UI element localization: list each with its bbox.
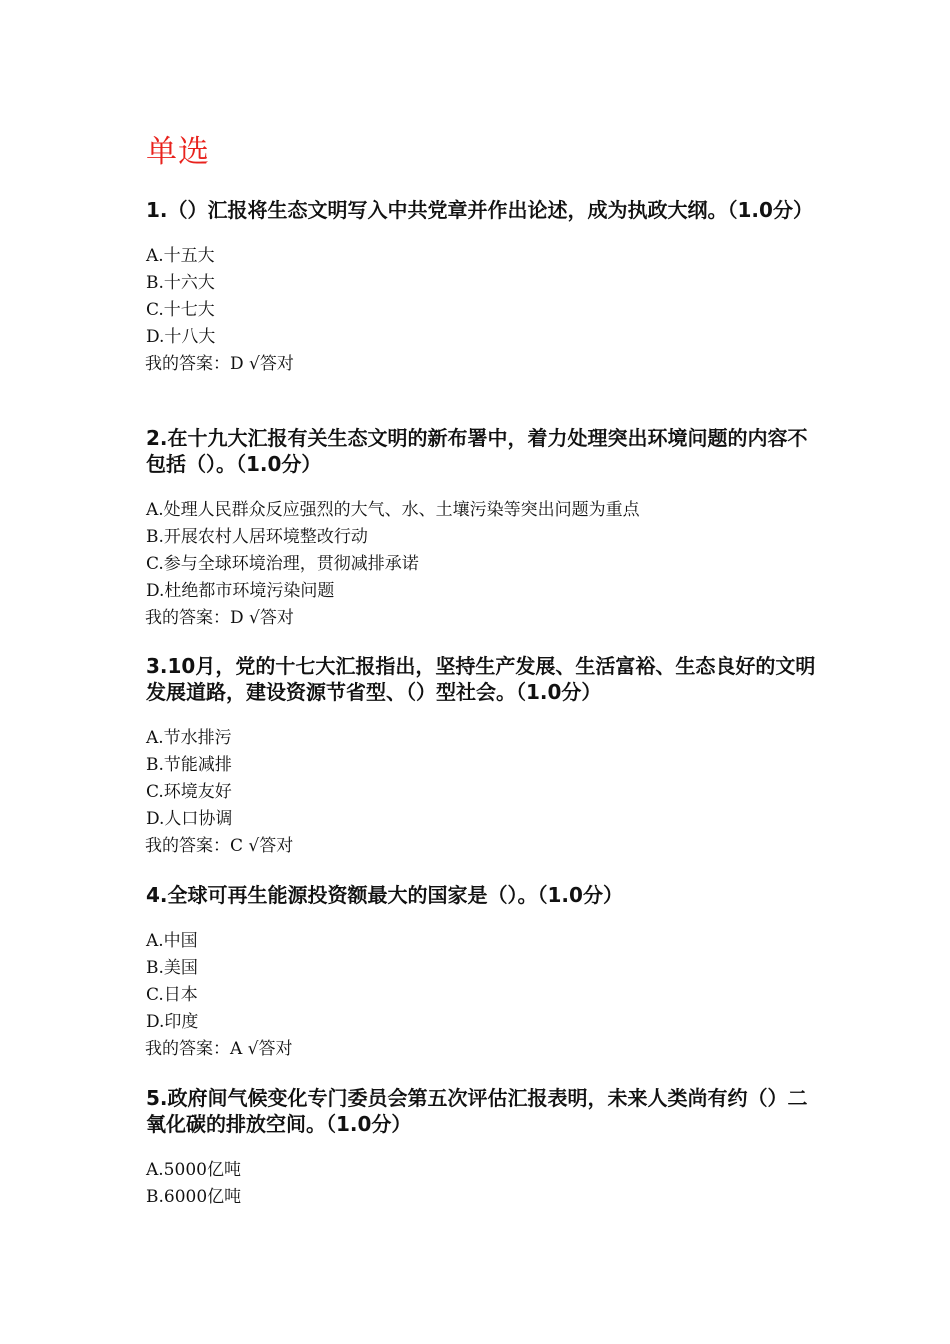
question-title: 2.在十九大汇报有关生态文明的新布署中，着力处理突出环境问题的内容不包括（）。（1.0分） [146, 426, 808, 476]
option-a: A.节水排污 [146, 728, 232, 748]
question-1 [146, 197, 816, 378]
question-title: 1.（）汇报将生态文明写入中共党章并作出论述，成为执政大纲。（1.0分） [146, 198, 813, 222]
option-d: D.人口协调 [146, 809, 233, 829]
option-b: B.开展农村人居环境整改行动 [146, 527, 368, 547]
question-2 [146, 425, 816, 632]
question-title: 3.10月，党的十七大汇报指出，坚持生产发展、生活富裕、生态良好的文明发展道路，建设资源节省型、（）型社会。（1.0分） [146, 654, 816, 704]
option-c: C.日本 [146, 985, 198, 1005]
option-list [146, 725, 816, 860]
option-a: A.中国 [146, 931, 198, 951]
option-list [146, 243, 816, 378]
option-d: D.印度 [146, 1012, 199, 1032]
option-list [146, 497, 816, 632]
question-5 [146, 1085, 816, 1211]
question-3 [146, 653, 816, 860]
my-answer: 我的答案：D √答对 [145, 608, 294, 628]
my-answer: 我的答案：C √答对 [145, 836, 294, 856]
my-answer: 我的答案：D √答对 [145, 354, 294, 374]
question-title: 5.政府间气候变化专门委员会第五次评估汇报表明，未来人类尚有约（）二氧化碳的排放空间。（1.0分） [146, 1086, 808, 1136]
option-list [146, 928, 816, 1063]
section-title: 单选 [146, 134, 210, 170]
option-a: A.处理人民群众反应强烈的大气、水、土壤污染等突出问题为重点 [146, 500, 640, 520]
option-b: B.节能减排 [146, 755, 232, 775]
my-answer: 我的答案：A √答对 [145, 1039, 293, 1059]
question-4 [146, 882, 816, 1063]
option-a: A.十五大 [146, 246, 215, 266]
option-c: C.参与全球环境治理，贯彻减排承诺 [146, 554, 419, 574]
option-a: A.5000亿吨 [146, 1160, 241, 1180]
option-c: C.十七大 [146, 300, 215, 320]
option-b: B.十六大 [146, 273, 215, 293]
option-c: C.环境友好 [146, 782, 232, 802]
option-b: B.6000亿吨 [146, 1187, 242, 1207]
option-d: D.十八大 [146, 327, 216, 347]
option-d: D.杜绝都市环境污染问题 [146, 581, 335, 601]
option-list [146, 1157, 816, 1211]
option-b: B.美国 [146, 958, 198, 978]
question-title: 4.全球可再生能源投资额最大的国家是（）。（1.0分） [146, 883, 623, 907]
